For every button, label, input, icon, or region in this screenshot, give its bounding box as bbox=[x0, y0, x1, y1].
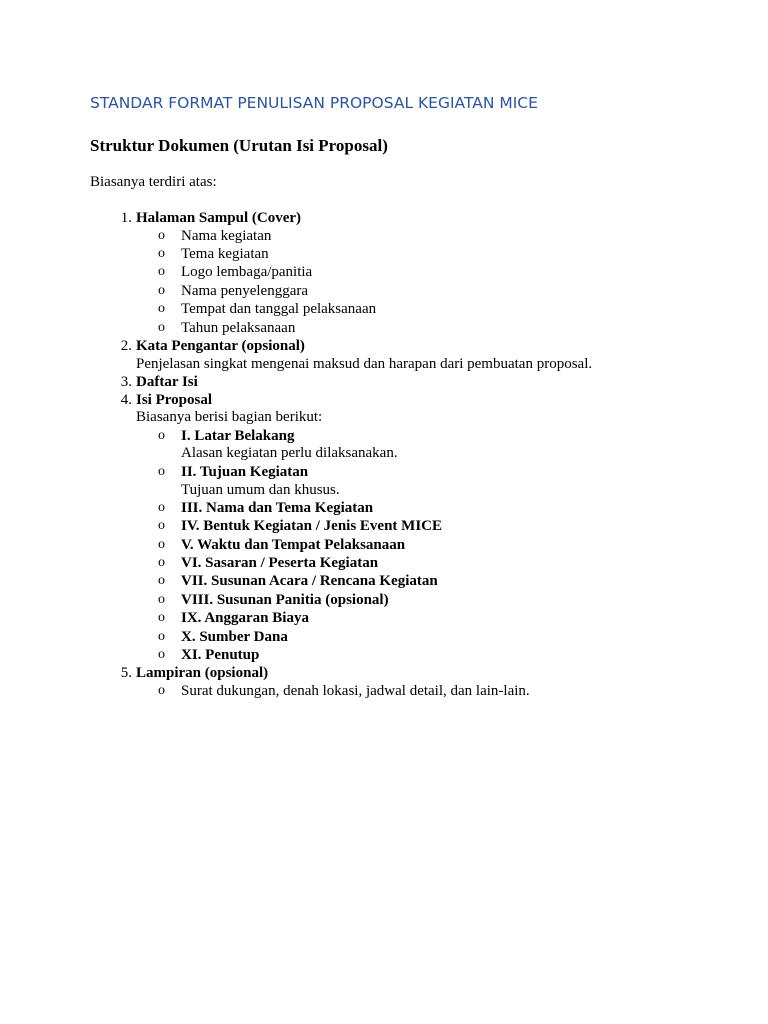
proposal-part-label: IX. Anggaran Biaya bbox=[181, 610, 309, 626]
proposal-part-label: III. Nama dan Tema Kegiatan bbox=[181, 500, 374, 516]
bullet-marker: o bbox=[158, 246, 165, 261]
bullet-marker: o bbox=[158, 629, 165, 644]
list-item-label: Daftar Isi bbox=[136, 374, 198, 390]
bullet-marker: o bbox=[158, 320, 165, 335]
sub-list-item: Tema kegiatan bbox=[181, 246, 269, 262]
list-number: 5. bbox=[120, 665, 132, 681]
bullet-marker: o bbox=[158, 555, 165, 570]
list-item-description: Biasanya berisi bagian berikut: bbox=[136, 409, 323, 425]
bullet-marker: o bbox=[158, 283, 165, 298]
list-item-label: Lampiran (opsional) bbox=[136, 665, 269, 681]
proposal-part-label: VI. Sasaran / Peserta Kegiatan bbox=[181, 555, 379, 571]
list-item-label: Kata Pengantar (opsional) bbox=[136, 338, 305, 354]
sub-list-item: Nama penyelenggara bbox=[181, 283, 309, 299]
proposal-part-label: IV. Bentuk Kegiatan / Jenis Event MICE bbox=[181, 518, 443, 534]
proposal-part-label: VIII. Susunan Panitia (opsional) bbox=[181, 592, 389, 608]
proposal-part-label: XI. Penutup bbox=[181, 647, 260, 663]
list-number: 2. bbox=[120, 338, 132, 354]
bullet-marker: o bbox=[158, 264, 165, 279]
sub-list-item: Surat dukungan, denah lokasi, jadwal detail, dan lain-lain. bbox=[181, 683, 530, 699]
proposal-part-label: II. Tujuan Kegiatan bbox=[181, 464, 309, 480]
sub-list-item: Nama kegiatan bbox=[181, 228, 272, 244]
list-item-label: Isi Proposal bbox=[136, 392, 212, 408]
list-item-description: Penjelasan singkat mengenai maksud dan harapan dari pembuatan proposal. bbox=[136, 356, 593, 372]
bullet-marker: o bbox=[158, 500, 165, 515]
list-number: 4. bbox=[120, 392, 132, 408]
sub-list-item: Logo lembaga/panitia bbox=[181, 264, 313, 280]
proposal-part-description: Alasan kegiatan perlu dilaksanakan. bbox=[181, 445, 398, 461]
proposal-part-label: VII. Susunan Acara / Rencana Kegiatan bbox=[181, 573, 438, 589]
bullet-marker: o bbox=[158, 647, 165, 662]
list-item-label: Halaman Sampul (Cover) bbox=[136, 210, 301, 226]
bullet-marker: o bbox=[158, 592, 165, 607]
sub-list-item: Tempat dan tanggal pelaksanaan bbox=[181, 301, 377, 317]
proposal-part-label: V. Waktu dan Tempat Pelaksanaan bbox=[181, 537, 406, 553]
bullet-marker: o bbox=[158, 610, 165, 625]
bullet-marker: o bbox=[158, 573, 165, 588]
bullet-marker: o bbox=[158, 518, 165, 533]
bullet-marker: o bbox=[158, 464, 165, 479]
document-title: STANDAR FORMAT PENULISAN PROPOSAL KEGIATAN MICE bbox=[90, 94, 538, 112]
bullet-marker: o bbox=[158, 301, 165, 316]
proposal-part-label: I. Latar Belakang bbox=[181, 428, 295, 444]
intro-text: Biasanya terdiri atas: bbox=[90, 174, 217, 190]
bullet-marker: o bbox=[158, 228, 165, 243]
section-heading: Struktur Dokumen (Urutan Isi Proposal) bbox=[90, 136, 388, 155]
proposal-part-label: X. Sumber Dana bbox=[181, 629, 288, 645]
proposal-part-description: Tujuan umum dan khusus. bbox=[181, 482, 340, 498]
list-number: 1. bbox=[120, 210, 132, 226]
list-number: 3. bbox=[120, 374, 132, 390]
bullet-marker: o bbox=[158, 537, 165, 552]
bullet-marker: o bbox=[158, 683, 165, 698]
bullet-marker: o bbox=[158, 428, 165, 443]
sub-list-item: Tahun pelaksanaan bbox=[181, 320, 296, 336]
